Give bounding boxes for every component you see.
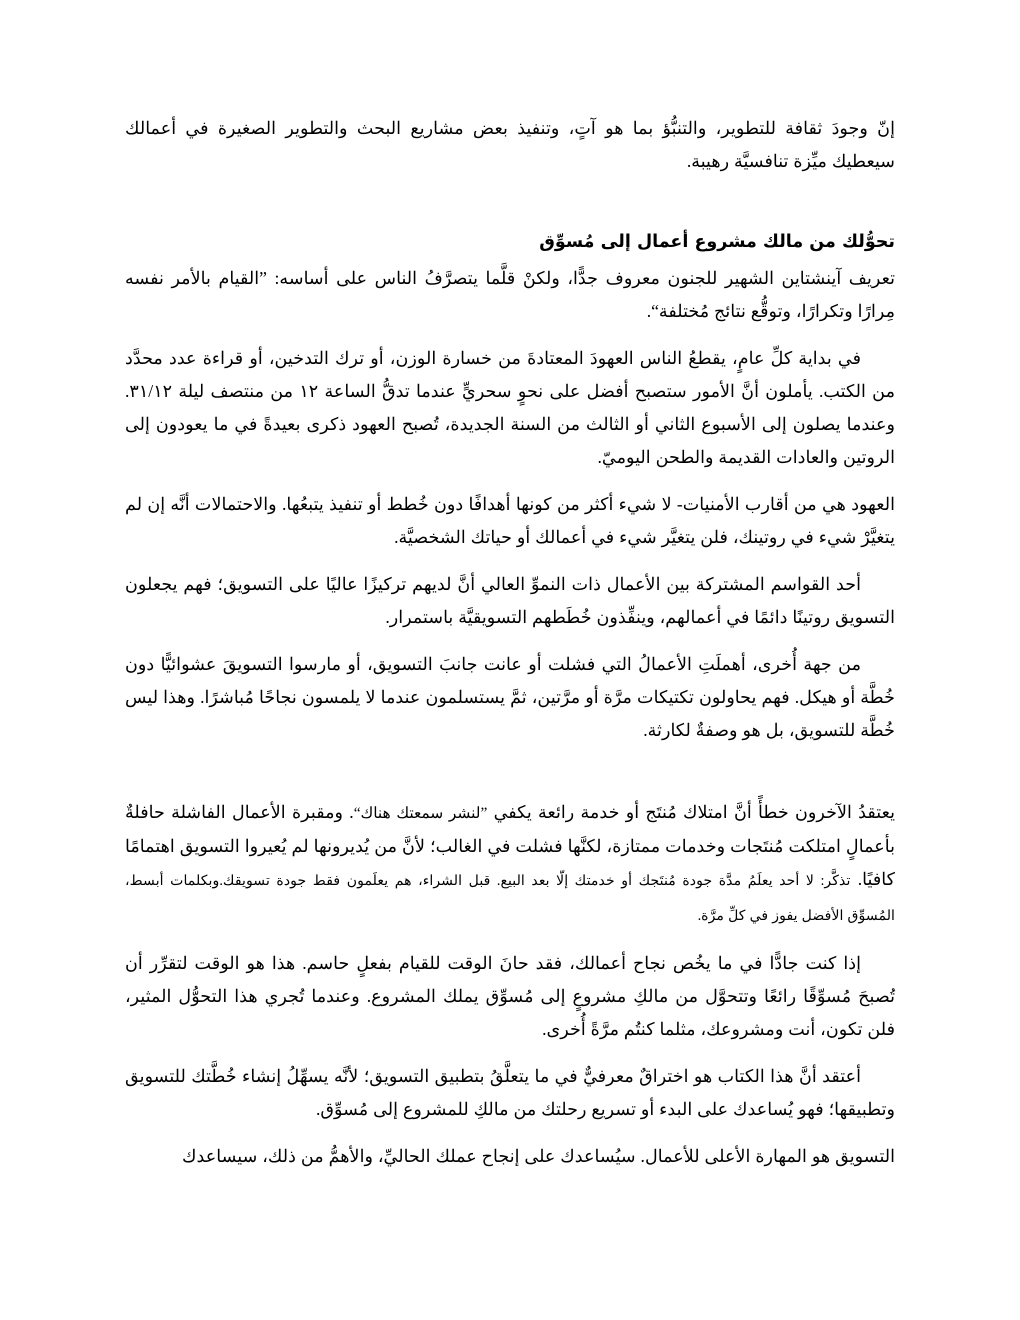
spacer-5 <box>125 747 895 796</box>
section-heading: تحوُّلك من مالك مشروع أعمال إلى مُسوِّق <box>539 232 895 252</box>
paragraph-resolutions: في بداية كلِّ عامٍ، يقطعُ الناس العهودَ المعتادةَ من خسارة الوزن، أو ترك التدخين، أو قراءة عدد محدَّد من الكتب. يأملون أنَّ الأمور ستصبح أفضل على نحوٍ سحريٍّ عندما تدقُّ الساعة ١٢ من منتصف ليلة ٣١/١٢. وعندما يصلون إلى الأسبوع الثاني أو الثالث من السنة الجديدة، تُصبح العهود ذكرى بعيدةً في ما يعودون إلى الروتين والعادات القديمة والطحن اليوميّ. <box>125 348 895 467</box>
spacer-3 <box>125 554 895 568</box>
others-text-lead: يعتقدُ الآخرون خطأً أنَّ امتلاك مُنتَج أو خدمة رائعة يكفي <box>487 802 895 822</box>
spacer-1 <box>125 328 895 342</box>
paragraph-serious: إذا كنت جادًّا في ما يخُص نجاح أعمالك، فقد حانَ الوقت للقيام بفعلٍ حاسم. هذا هو الوقت لتقرِّر أن تُصبحَ مُسوِّقًا رائعًا وتتحوَّل من مالكِ مشروعٍ إلى مُسوِّق يملك المشروع. وعندما تُجري هذا التحوُّل المثير، فلن تكون، أنت ومشروعك، مثلما كنتُم مرَّةً أُخرى. <box>125 953 895 1039</box>
paragraph-einstein: تعريف آينشتاين الشهير للجنون معروف جدًّا، ولكنْ قلَّما يتصرَّفُ الناس على أساسه: ”القيام بالأمر نفسه مِرارًا وتكرارًا، وتوقُّع نتائج مُختلفة“. <box>125 268 895 321</box>
paragraph-high-growth: أحد القواسم المشتركة بين الأعمال ذات النموِّ العالي أنَّ لديهم تركيزًا عاليًا على التسويق؛ فهم يجعلون التسويق روتينًا دائمًا في أعمالهم، وينفِّذون خُطَطهم التسويقيَّة باستمرار. <box>125 574 895 627</box>
paragraph-intro: إنّ وجودَ ثقافة للتطوير، والتنبُّؤ بما هو آتٍ، وتنفيذ بعض مشاريع البحث والتطوير الصغيرة في أعمالك سيعطيك ميِّزة تنافسيَّة رهيبة. <box>125 118 895 171</box>
paragraph-wishes: العهود هي من أقارب الأمنيات- لا شيء أكثر من كونها أهدافًا دون خُطط أو تنفيذ يتبعُها. والاحتمالات أنَّه إن لم يتغيَّرْ شيء في روتينك، فلن يتغيَّر شيء في أعمالك أو حياتك الشخصيَّة. <box>125 494 895 547</box>
spacer-4 <box>125 634 895 648</box>
spacer-6 <box>125 933 895 947</box>
paragraph-others <box>125 796 895 933</box>
others-text-mid: . ومقبرة الأعمال الفاشلة حافلةٌ بأعمالٍ امتلكت مُنتَجات وخدمات ممتازة، لكنَّها فشلت في الغالب؛ لأنَّ من يُديرونها لم يُعيروا التسويق اهتمامًا كافيًا. <box>125 802 895 889</box>
others-reminder-note: تذكَّر: لا أحد يعلَمُ مدَّة جودة مُنتَجك أو خدمتك إلّا بعد البيع. قبل الشراء، هم يعلَمون فقط جودة تسويقك.وبكلمات أبسط، المُسوِّق الأفضل يفوز في كلِّ مرَّة. <box>125 873 895 924</box>
spacer-before-heading <box>125 178 895 227</box>
paragraph-closing: التسويق هو المهارة الأعلى للأعمال. سيُساعدك على إنجاح عملك الحاليِّ، والأهمُّ من ذلك، سيساعدك <box>182 1146 895 1166</box>
document-body <box>125 112 895 1173</box>
paragraph-failures: من جهة أُخرى، أهملَتِ الأعمالُ التي فشلت أو عانت جانبَ التسويق، أو مارسوا التسويقَ عشوائيًّا دون خُطَّة أو هيكل. فهم يحاولون تكتيكات مرَّة أو مرَّتين، ثمَّ يستسلمون عندما لا يلمسون نجاحًا مُباشرًا. وهذا ليس خُطَّة للتسويق، بل هو وصفةٌ لكارثة. <box>125 654 895 740</box>
others-quoted-phrase: ”لنشر سمعتك هناك“ <box>353 805 488 822</box>
spacer-8 <box>125 1126 895 1140</box>
paragraph-book: أعتقد أنَّ هذا الكتاب هو اختراقٌ معرفيٌّ في ما يتعلَّقُ بتطبيق التسويق؛ لأنَّه يسهِّلُ إنشاء خُطَّتك للتسويق وتطبيقها؛ فهو يُساعدك على البدء أو تسريع رحلتك من مالكِ للمشروع إلى مُسوِّق. <box>125 1066 895 1119</box>
spacer-7 <box>125 1046 895 1060</box>
spacer-2 <box>125 474 895 488</box>
